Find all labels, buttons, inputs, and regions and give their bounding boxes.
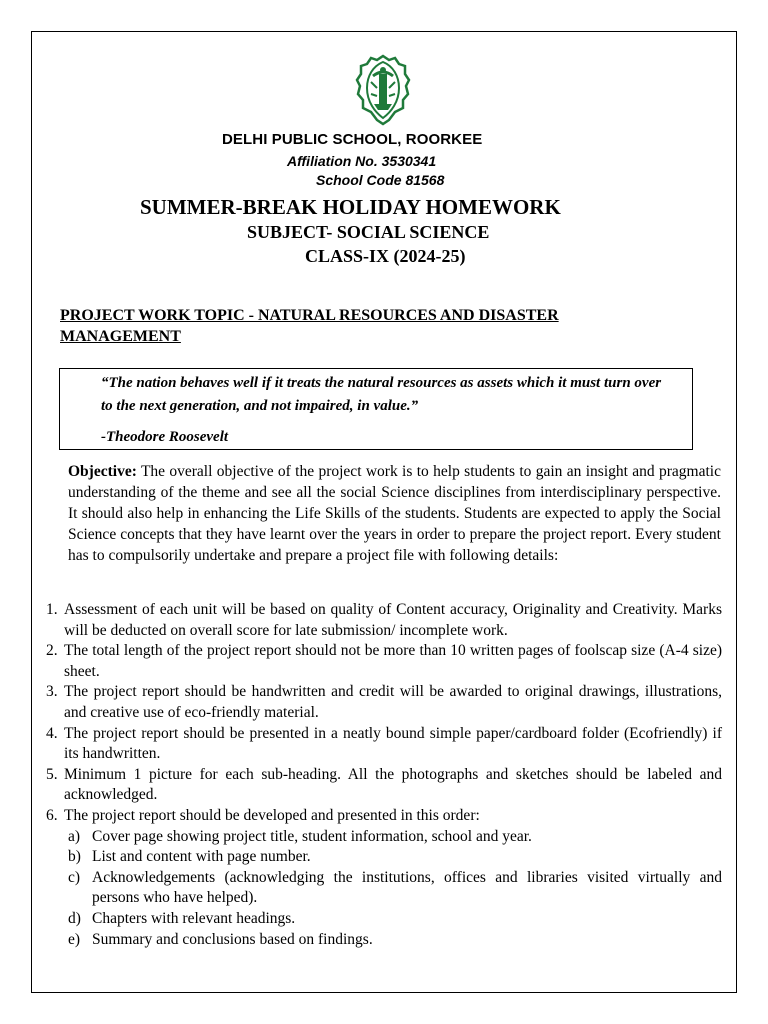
school-name: DELHI PUBLIC SCHOOL, ROORKEE bbox=[222, 131, 483, 148]
order-item bbox=[68, 909, 722, 930]
rule-item bbox=[46, 765, 722, 806]
school-crest-icon bbox=[353, 52, 413, 126]
rule-number: 1. bbox=[46, 601, 58, 618]
order-text: List and content with page number. bbox=[92, 848, 311, 866]
order-letter: e) bbox=[68, 930, 81, 948]
page-title: SUMMER-BREAK HOLIDAY HOMEWORK bbox=[140, 195, 561, 219]
rule-text: Minimum 1 picture for each sub-heading. All the photographs and sketches should be labeled and acknowledged. bbox=[64, 765, 722, 804]
rule-number: 3. bbox=[46, 683, 58, 701]
order-item bbox=[68, 868, 722, 909]
rule-text: Assessment of each unit will be based on quality of Content accuracy, Originality and Creativity. Marks will be deducted on overall score for late submission/ incomplete work. bbox=[64, 601, 722, 639]
rule-text: The project report should be handwritten and credit will be awarded to original drawings, illustrations, and creative use of eco-friendly material. bbox=[64, 683, 722, 721]
order-letter: b) bbox=[68, 848, 81, 866]
project-topic: PROJECT WORK TOPIC - NATURAL RESOURCES AND DISASTER MANAGEMENT bbox=[60, 307, 559, 345]
rule-text: The project report should be developed and presented in this order: bbox=[64, 806, 480, 824]
affiliation-number: Affiliation No. 3530341 bbox=[287, 153, 437, 169]
order-letter: c) bbox=[68, 868, 81, 886]
rule-number: 6. bbox=[46, 806, 58, 824]
class-heading: CLASS-IX (2024-25) bbox=[305, 246, 466, 266]
subject-heading: SUBJECT- SOCIAL SCIENCE bbox=[247, 222, 490, 242]
order-text: Chapters with relevant headings. bbox=[92, 909, 296, 927]
objective-paragraph bbox=[68, 461, 721, 566]
rule-item bbox=[46, 806, 722, 827]
order-letter: d) bbox=[68, 909, 81, 927]
rule-number: 4. bbox=[46, 724, 58, 742]
order-item bbox=[68, 847, 722, 868]
rule-item bbox=[46, 600, 722, 641]
order-letter: a) bbox=[68, 827, 81, 845]
quote-author: -Theodore Roosevelt bbox=[101, 429, 229, 445]
rule-item bbox=[46, 724, 722, 765]
order-item bbox=[68, 930, 722, 951]
rule-number: 2. bbox=[46, 642, 58, 660]
order-item bbox=[68, 827, 722, 848]
objective-label: Objective: bbox=[68, 463, 137, 480]
rule-item bbox=[46, 641, 722, 682]
rule-number: 5. bbox=[46, 765, 58, 783]
order-text: Cover page showing project title, student information, school and year. bbox=[92, 827, 532, 845]
objective-text: The overall objective of the project work is to help students to gain an insight and pragmatic understanding of the theme and see all the social Science disciplines from interdisciplinary perspective. It should also help in enhancing the Life Skills of the students. Students are expected to apply the Social Science concepts that they have learnt over the years in order to prepare the project report. Every student has to compulsorily undertake and prepare a project file with following details: bbox=[68, 463, 721, 564]
quote-text: “The nation behaves well if it treats the natural resources as assets which it must turn over to the next generation, and not impaired, in value.” bbox=[101, 375, 662, 414]
school-code: School Code 81568 bbox=[316, 172, 445, 188]
order-text: Acknowledgements (acknowledging the institutions, offices and libraries visited virtually and persons who have helped). bbox=[92, 868, 722, 907]
order-text: Summary and conclusions based on findings. bbox=[92, 930, 373, 948]
rule-text: The project report should be presented in a neatly bound simple paper/cardboard folder (Ecofriendly) if its handwritten. bbox=[64, 724, 722, 763]
rule-item bbox=[46, 682, 722, 723]
project-rules-list bbox=[46, 600, 722, 950]
rule-text: The total length of the project report should not be more than 10 written pages of foolscap size (A-4 size) sheet. bbox=[64, 642, 722, 680]
